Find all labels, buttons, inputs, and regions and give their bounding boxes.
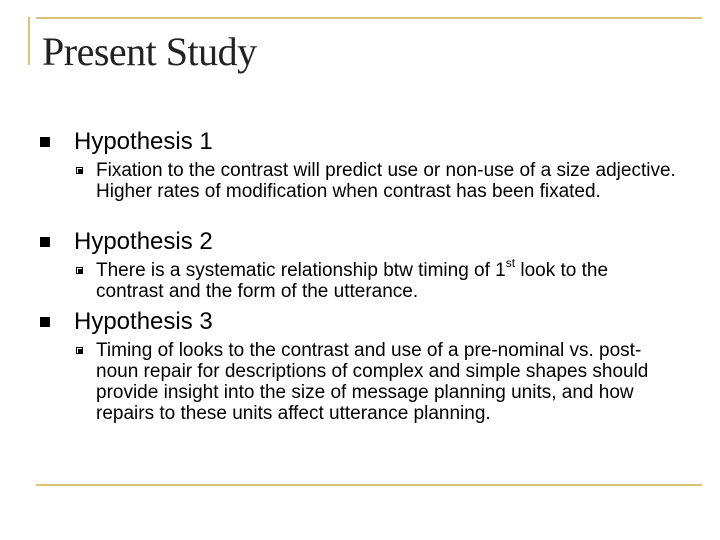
hypothesis-2-detail xyxy=(96,255,676,302)
hypothesis-3-heading: Hypothesis 3 xyxy=(74,308,213,335)
title-top-rule xyxy=(36,17,702,19)
hypothesis-1-detail-item xyxy=(76,160,676,202)
hollow-square-bullet-icon xyxy=(76,267,83,274)
hypothesis-2-detail-item xyxy=(76,255,676,302)
ordinal-superscript: st xyxy=(505,255,516,270)
hollow-square-bullet-icon xyxy=(76,347,83,354)
slide-title: Present Study xyxy=(42,29,257,74)
square-bullet-icon xyxy=(40,137,50,147)
hypothesis-1-detail: Fixation to the contrast will predict use or non-use of a size adjective. Higher rates of modification when contrast has been fixated. xyxy=(96,160,676,202)
square-bullet-icon xyxy=(40,317,50,327)
hypothesis-1-heading: Hypothesis 1 xyxy=(74,128,213,155)
footer-rule xyxy=(36,484,702,486)
hypothesis-2-detail-start: There is a systematic relationship btw timing of 1 xyxy=(96,260,506,281)
hypothesis-3-detail-item xyxy=(76,340,676,424)
square-bullet-icon xyxy=(40,237,50,247)
hypothesis-2-heading: Hypothesis 2 xyxy=(74,228,213,255)
hollow-square-bullet-icon xyxy=(76,167,83,174)
hypothesis-2-detail-end: look to the contrast and the form of the utterance. xyxy=(96,260,609,302)
hypothesis-3-detail: Timing of looks to the contrast and use of a pre-nominal vs. post-noun repair for descriptions of complex and simple shapes should provide insight into the size of message planning units, and how repairs to these units affect utterance planning. xyxy=(96,340,649,424)
title-left-rule xyxy=(28,17,30,65)
